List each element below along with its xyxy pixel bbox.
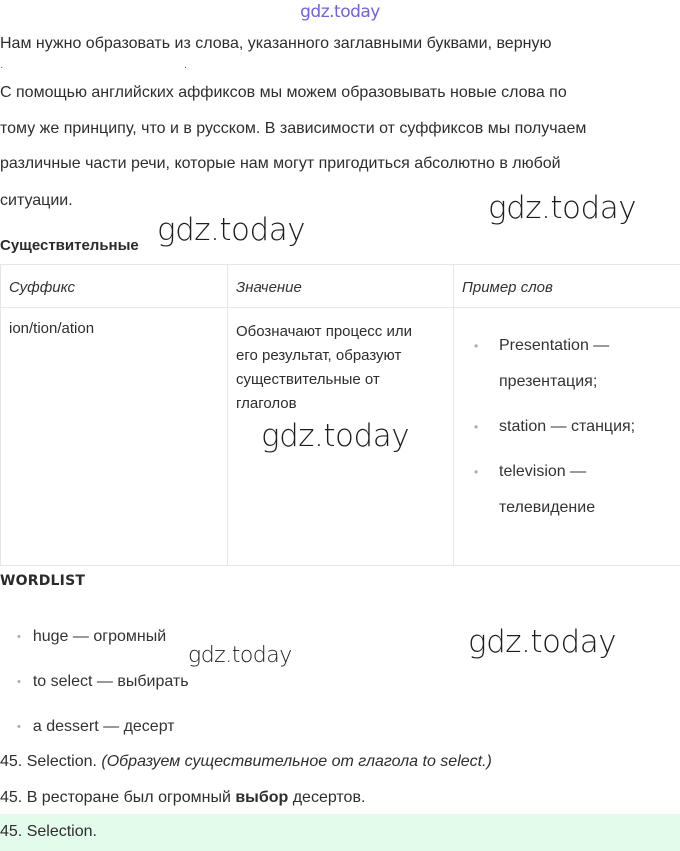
column-header-suffix: Суффикс [1, 265, 228, 308]
bullet-icon: • [17, 721, 21, 733]
bullet-icon: • [474, 420, 479, 434]
example-text: television — [499, 463, 587, 480]
column-header-examples: Пример слов [454, 265, 680, 308]
list-item [17, 673, 189, 691]
answer-sentence-suffix: десертов. [292, 789, 366, 806]
meaning-line: существительные от [236, 371, 380, 388]
suffix-table [0, 264, 680, 566]
watermark: gdz.today [468, 624, 617, 660]
final-answer-box [0, 814, 680, 851]
section-heading-nouns: Существительные [0, 237, 139, 254]
list-item [474, 454, 680, 526]
example-text: телевидение [499, 499, 596, 516]
column-header-meaning: Значение [228, 265, 454, 308]
list-item [474, 328, 680, 400]
watermark: gdz.today [488, 190, 637, 226]
paragraph-line-3: различные части речи, которые нам могут пригодиться абсолютно в любой [0, 155, 561, 172]
bullet-icon: • [17, 676, 21, 688]
examples-list [454, 308, 680, 526]
answer-sentence [0, 789, 365, 807]
paragraph-line-4: ситуации. [0, 192, 73, 209]
example-text: Presentation — [499, 337, 610, 354]
watermark: gdz.today [261, 418, 410, 454]
meaning-line: его результат, образуют [236, 347, 402, 364]
final-answer: 45. Selection. [0, 823, 97, 840]
table-header-row [1, 265, 680, 308]
list-item [474, 409, 680, 445]
suffix-cell: ion/tion/ation [1, 308, 228, 566]
wordlist-title: WORDLIST [0, 573, 86, 589]
wordlist-entry: a dessert — десерт [32, 718, 175, 735]
bullet-icon: • [17, 631, 21, 643]
brand-logo-text[interactable]: gdz.today [300, 2, 380, 22]
example-text: презентация; [499, 373, 598, 390]
answer-number: 45. Selection. [0, 753, 97, 770]
meaning-line: глаголов [236, 395, 297, 412]
paragraph-line-2: тому же принципу, что и в русском. В зависимости от суффиксов мы получаем [0, 120, 587, 137]
meaning-line: Обозначают процесс или [236, 323, 412, 340]
bullet-icon: • [474, 339, 479, 353]
wordlist-entry: to select — выбирать [32, 673, 189, 690]
bullet-icon: • [474, 465, 479, 479]
intro-line: Нам нужно образовать из слова, указанного заглавными буквами, верную [0, 35, 552, 52]
answer-keyword: выбор [235, 789, 289, 806]
paragraph-line-1: С помощью английских аффиксов мы можем образовывать новые слова по [0, 84, 567, 101]
list-item [17, 628, 166, 646]
examples-cell [454, 308, 680, 566]
cut-text-fragment: · · [0, 62, 188, 73]
example-text: station — станция; [499, 418, 636, 435]
watermark: gdz.today [188, 643, 292, 668]
list-item [17, 718, 175, 736]
answer-sentence-prefix: 45. В ресторане был огромный [0, 789, 231, 806]
answer-note: (Образуем существительное от глагола to select.) [101, 753, 492, 770]
answer-explanation [0, 753, 492, 771]
wordlist-entry: huge — огромный [32, 628, 167, 645]
watermark: gdz.today [157, 212, 306, 248]
